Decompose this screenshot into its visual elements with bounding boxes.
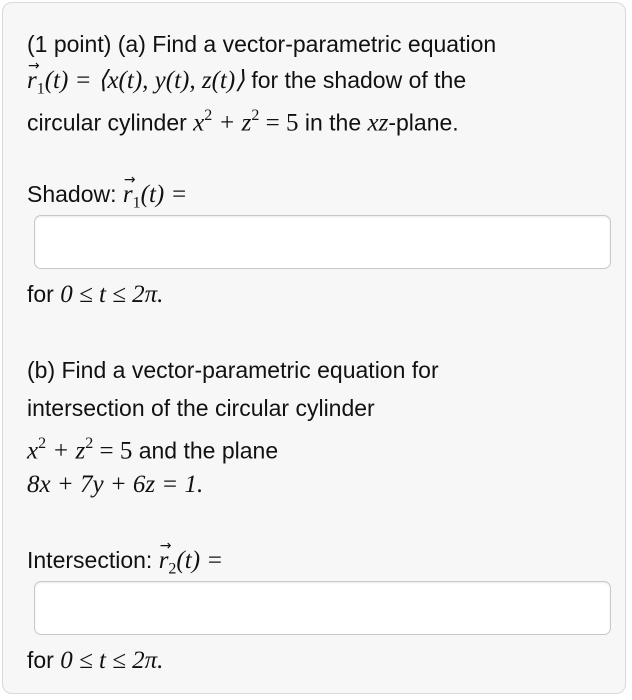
part-a-intro: (1 point) (a) Find a vector-parametric equation	[27, 31, 497, 57]
part-a-range-line: for 0 ≤ t ≤ 2π.	[27, 281, 164, 308]
part-b-cylinder-line: $x^2 + z^2 = 5$ and the plane	[27, 435, 279, 465]
part-b-range-line: for 0 ≤ t ≤ 2π.	[27, 647, 164, 674]
part-b-intro: (b) Find a vector-parametric equation for	[27, 357, 439, 383]
shadow-label: Shadow:	[27, 181, 117, 207]
plane-equation: 8x + 7y + 6z = 1.	[27, 471, 204, 498]
problem-card	[2, 2, 626, 694]
intersection-label-line: Intersection: → $r_2(t)$ =	[27, 545, 223, 585]
shadow-answer-input[interactable]	[34, 215, 611, 269]
intersection-answer-input[interactable]	[34, 581, 611, 635]
plane-equation-line	[27, 469, 203, 500]
part-a-equation-line: → $r_1(t)$ = ⟨x(t), y(t), z(t)⟩ for the shadow of the	[27, 65, 466, 105]
r1-arguments: (t) = ⟨x(t), y(t), z(t)⟩	[44, 67, 245, 94]
shadow-label-line: Shadow: → $r_1(t)$ =	[27, 179, 187, 219]
intersection-label: Intersection:	[27, 547, 153, 573]
part-b-line2: intersection of the circular cylinder	[27, 395, 375, 421]
part-a-cylinder-line: circular cylinder $x^2 + z^2 = 5$ in the xz-plane.	[27, 107, 459, 137]
r-vector: → r	[27, 66, 37, 96]
